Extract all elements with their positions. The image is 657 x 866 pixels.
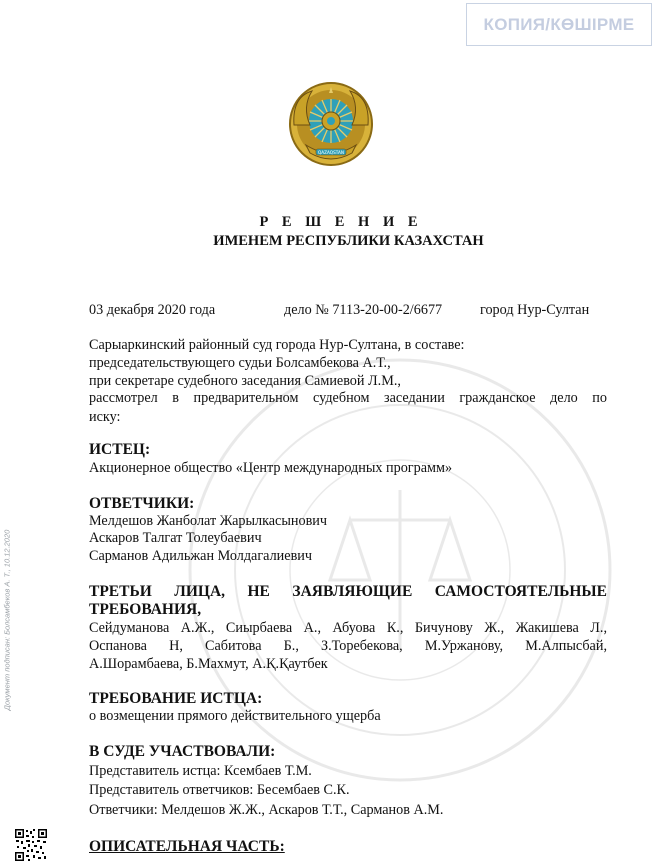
decision-date: 03 декабря 2020 года [89,302,216,318]
defendant-name: Мелдешов Жанболат Жарылкасынович [89,513,327,529]
state-emblem [288,81,374,167]
descriptive-part-heading: ОПИСАТЕЛЬНАЯ ЧАСТЬ: [89,838,285,855]
participant-line: Ответчики: Мелдешов Ж.Ж., Аскаров Т.Т., Сарманов А.М. [89,802,444,818]
defendant-name: Аскаров Талгат Толеубаевич [89,530,262,546]
copy-stamp [466,3,652,46]
signature-side-text: Документ подписан: Болсамбеков А. Т., 10.12.2020 [2,529,12,711]
emblem-inscription: QAZAQSTAN [317,150,345,155]
claim-heading: ТРЕБОВАНИЕ ИСТЦА: [89,690,263,707]
third-parties-line: А.Шорамбаева, Б.Махмут, А.Қ.Қаутбек [89,656,328,672]
third-parties-heading: ТРЕТЬИ ЛИЦА, НЕ ЗАЯВЛЯЮЩИЕ САМОСТОЯТЕЛЬНЫЕ [89,583,607,600]
defendant-name: Сарманов Адильжан Молдагалиевич [89,548,312,564]
participant-line: Представитель ответчиков: Бесембаев С.К. [89,782,350,798]
decision-title: Р Е Ш Е Н И Е [259,214,423,230]
intro-line: иску: [89,409,121,425]
claim-text: о возмещении прямого действительного ущерба [89,708,381,724]
defendants-heading: ОТВЕТЧИКИ: [89,495,195,512]
third-parties-line: Оспанова Н, Сабитова Б., З.Торебекова, М.Уржанову, М.Алпысбай, [89,638,607,654]
third-parties-heading-cont: ТРЕБОВАНИЯ, [89,601,202,618]
qr-code [14,828,48,862]
participant-line: Представитель истца: Ксембаев Т.М. [89,763,312,779]
intro-line: Сарыаркинский районный суд города Нур-Султана, в составе: [89,337,465,353]
case-number: дело № 7113-20-00-2/6677 [284,302,443,318]
participants-heading: В СУДЕ УЧАСТВОВАЛИ: [89,743,276,760]
decision-subtitle: ИМЕНЕМ РЕСПУБЛИКИ КАЗАХСТАН [213,233,484,249]
intro-line: рассмотрел в предварительном судебном заседании гражданское дело по [89,390,607,406]
intro-line: председательствующего судьи Болсамбекова А.Т., [89,355,391,371]
plaintiff-heading: ИСТЕЦ: [89,441,151,458]
intro-line: при секретаре судебного заседания Самиевой Л.М., [89,373,401,389]
third-parties-line: Сейдуманова А.Ж., Сиырбаева А., Абуова К., Бичунову Ж., Жакишева Л., [89,620,607,636]
signature-side-note [0,500,14,740]
city: город Нур-Султан [480,302,590,318]
plaintiff-name: Акционерное общество «Центр международных программ» [89,460,453,476]
copy-stamp-text: КОПИЯ/КӨШІРМЕ [483,14,635,34]
